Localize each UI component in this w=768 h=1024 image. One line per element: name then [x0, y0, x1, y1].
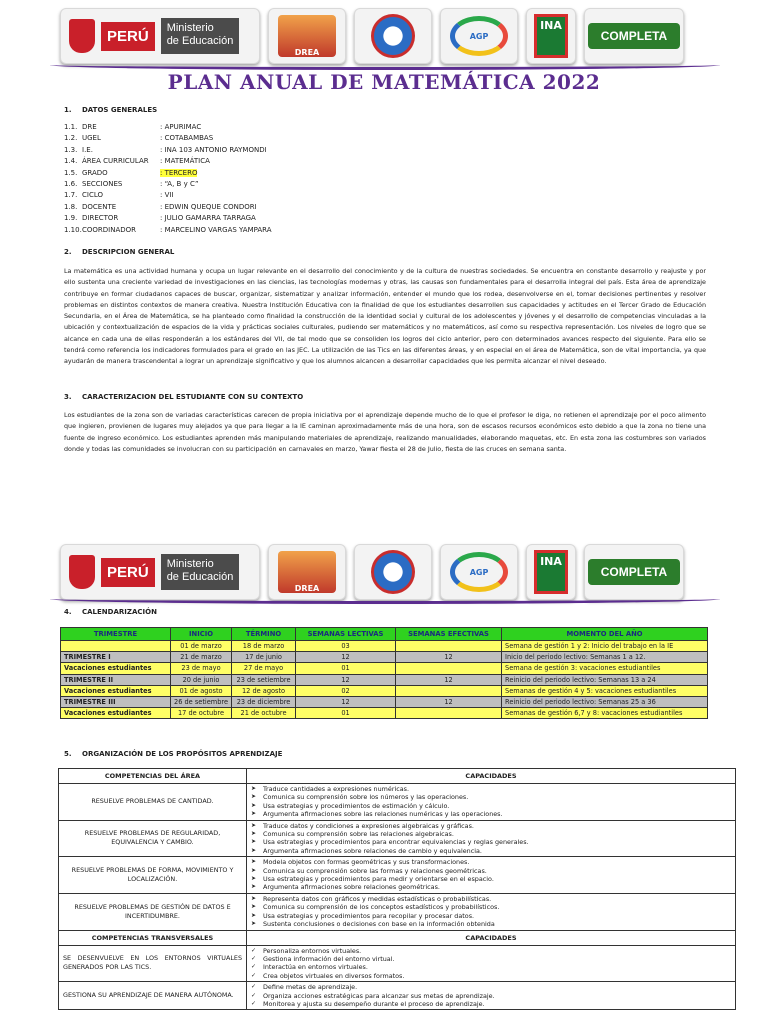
capacidad-text: Crea objetos virtuales en diversos formatos.: [263, 971, 405, 980]
minedu-logo: [60, 8, 260, 64]
calendar-cell: 18 de marzo: [232, 641, 296, 652]
competencia-row: [59, 893, 736, 930]
check-bullet-icon: ✓: [251, 954, 257, 962]
capacidades-cell: [247, 893, 736, 930]
calendar-cell: 23 de mayo: [171, 663, 232, 674]
datos-row: [64, 179, 272, 190]
arrow-bullet-icon: ➤: [251, 858, 257, 866]
capacidad-text: Usa estrategias y procedimientos para medir y orientarse en el espacio.: [263, 875, 494, 884]
datos-value: : MATEMÁTICA: [160, 157, 210, 166]
capacidad-item: [251, 785, 731, 793]
capacidad-text: Organiza acciones estratégicas para alcanzar sus metas de aprendizaje.: [263, 991, 495, 1000]
col-header: MOMENTO DEL AÑO: [502, 628, 708, 641]
competencia-row: [59, 820, 736, 857]
calendar-row: [61, 663, 708, 674]
arrow-bullet-icon: ➤: [251, 793, 257, 801]
capacidad-item: [251, 793, 731, 801]
calendar-cell: [396, 641, 502, 652]
calendar-cell: 12: [396, 674, 502, 685]
transversal-header-row: [59, 930, 736, 945]
calendar-cell: 26 de setiembre: [171, 696, 232, 707]
drea-logo: DREA: [268, 544, 346, 600]
competencia-name: RESUELVE PROBLEMAS DE FORMA, MOVIMIENTO Y LOCALIZACIÓN.: [59, 857, 247, 894]
header-divider: [50, 594, 720, 604]
calendar-cell: [396, 663, 502, 674]
capacidad-item: [251, 883, 731, 891]
header-banner: [60, 4, 710, 68]
check-bullet-icon: ✓: [251, 963, 257, 971]
ina-logo: INA: [526, 8, 576, 64]
datos-num: 1.7.: [64, 191, 78, 200]
calendar-cell: 12: [396, 696, 502, 707]
check-bullet-icon: ✓: [251, 991, 257, 999]
datos-key: COORDINADOR: [82, 225, 137, 234]
drea-logo: DREA: [268, 8, 346, 64]
col-header: CAPACIDADES: [247, 930, 736, 945]
col-header: CAPACIDADES: [247, 769, 736, 784]
calendar-cell: 01: [296, 663, 396, 674]
descripcion-text: La matemática es una actividad humana y ocupa un lugar relevante en el desarrollo del conocimiento y de la cultura de nuestras sociedades. Se encuentra en constante desarrollo y reajuste y por ello sustenta una creciente variedad de investigaciones en las ciencias, las tecnologías modernas y otras, las causas son fundamentales para el desarrolla integral del país. Esta área de aprendizaje contribuye en formar ciudadanos capaces de buscar, organizar, sistematizar y analizar información, entender el mundo que los rodea, desenvolverse en el, tomar decisiones pertinentes y resolver problemas en distintos contextos de manera creativa. Nuestra Institución Educativa con la finalidad de que los estudiantes desarrollen sus capacidades y actitudes en el Tercer Grado de Educación Secundaria, en el Área de Matemática, se ha planteado como finalidad la construcción de la identidad social y cultural de los adolescentes y jóvenes y el desarrollo de competencias vinculadas a la ubicación y contextualización de espacios de la vida y prácticas sociales culturales, pudiendo ser matemáticos y no matemáticos, así como su respectiva representación. Los niveles de logro que se alcance en cada una de ellas responderán a los estándares del VII, de tal modo que se consoliden los logros del ciclo anterior, pero con determinados avances respecto del siguiente. Para ello se tendrá como referencia los indicadores formulados para el grado en las JEC. La utilización de las Tics en las diferentes áreas, y en especial en el área de Matemática, son de vital importancia, ya que ayudarán de manera trascendental a lograr un aprendizaje significativo y que los alumnos alcancen a desarrollar capacidades que les permita alcanzar el nivel deseado.: [64, 267, 706, 366]
calendar-table: [60, 627, 708, 719]
datos-row: [64, 156, 272, 167]
calendar-cell: 01: [296, 708, 396, 719]
capacidades-cell: [247, 784, 736, 821]
peru-shield-icon: [69, 19, 95, 53]
calendar-row: [61, 652, 708, 663]
competencia-name: RESUELVE PROBLEMAS DE REGULARIDAD, EQUIVALENCIA Y CAMBIO.: [59, 820, 247, 857]
datos-key: DRE: [82, 123, 97, 131]
datos-value: : COTABAMBAS: [160, 134, 214, 143]
calendar-cell: Semanas de gestión 6,7 y 8: vacaciones estudiantiles: [502, 708, 708, 719]
col-header: INICIO: [171, 628, 232, 641]
datos-row: [64, 202, 272, 213]
arrow-bullet-icon: ➤: [251, 846, 257, 854]
capacidad-item: [251, 875, 731, 883]
capacidad-text: Argumenta afirmaciones sobre relaciones de cambio y equivalencia.: [263, 846, 482, 855]
capacidad-text: Modela objetos con formas geométricas y sus transformaciones.: [263, 858, 470, 867]
datos-value: : MARCELINO VARGAS YAMPARA: [160, 225, 272, 234]
col-header: SEMANAS EFECTIVAS: [396, 628, 502, 641]
arrow-bullet-icon: ➤: [251, 830, 257, 838]
competencia-name: RESUELVE PROBLEMAS DE GESTIÓN DE DATOS E INCERTIDUMBRE.: [59, 893, 247, 930]
capacidad-text: Comunica su comprensión sobre los números y las operaciones.: [263, 793, 469, 802]
capacidad-item: [251, 912, 731, 920]
competencias-table: [58, 768, 736, 1010]
calendar-cell: Inicio del periodo lectivo: Semanas 1 a 12.: [502, 652, 708, 663]
datos-value: : “A, B y C”: [160, 180, 199, 189]
capacidades-cell: [247, 945, 736, 982]
capacidad-text: Argumenta afirmaciones sobre relaciones geométricas.: [263, 883, 440, 892]
datos-key: GRADO: [82, 168, 108, 177]
capacidad-item: [251, 895, 731, 903]
capacidad-item: [251, 810, 731, 818]
calendar-row: [61, 685, 708, 696]
arrow-bullet-icon: ➤: [251, 883, 257, 891]
capacidad-item: [251, 903, 731, 911]
ministerio-label: Ministerio de Educación: [161, 18, 240, 54]
arrow-bullet-icon: ➤: [251, 785, 257, 792]
datos-num: 1.8.: [64, 202, 78, 211]
capacidad-text: Traduce datos y condiciones a expresiones algebraicas y gráficas.: [263, 821, 474, 830]
arrow-bullet-icon: ➤: [251, 801, 257, 809]
arrow-bullet-icon: ➤: [251, 866, 257, 874]
competencia-name: GESTIONA SU APRENDIZAJE DE MANERA AUTÓNOMA.: [59, 982, 247, 1010]
datos-num: 1.5.: [64, 168, 78, 177]
calendar-cell: 01 de agosto: [171, 685, 232, 696]
capacidad-item: [251, 947, 731, 955]
calendar-cell: 12: [296, 674, 396, 685]
capacidad-text: Traduce cantidades a expresiones numéricas.: [263, 785, 410, 793]
capacidad-item: [251, 838, 731, 846]
capacidad-text: Comunica su comprensión de los conceptos estadísticos y probabilísticos.: [263, 903, 500, 912]
section-heading-calendarizacion: 4. CALENDARIZACIÓN: [64, 608, 157, 616]
ugel-logo: [354, 544, 432, 600]
agp-logo: AGP: [440, 544, 518, 600]
calendar-cell: Vacaciones estudiantes: [61, 708, 171, 719]
calendar-cell: 21 de marzo: [171, 652, 232, 663]
calendar-cell: [396, 708, 502, 719]
capacidad-text: Define metas de aprendizaje.: [263, 983, 358, 992]
capacidad-text: Argumenta afirmaciones sobre las relaciones numéricas y las operaciones.: [263, 810, 503, 819]
datos-row: [64, 133, 272, 144]
datos-value: : JULIO GAMARRA TARRAGA: [160, 214, 256, 223]
competencia-name: RESUELVE PROBLEMAS DE CANTIDAD.: [59, 784, 247, 821]
capacidad-item: [251, 983, 731, 991]
capacidad-text: Usa estrategias y procedimientos para recopilar y procesar datos.: [263, 911, 475, 920]
datos-num: 1.9.: [64, 214, 78, 223]
capacidad-item: [251, 955, 731, 963]
calendar-cell: Reinicio del periodo lectivo: Semanas 13 a 24: [502, 674, 708, 685]
datos-key: UGEL: [82, 134, 101, 143]
jec-logo: COMPLETA: [584, 8, 684, 64]
minedu-logo: [60, 544, 260, 600]
datos-num: 1.10.: [64, 225, 82, 234]
datos-value: : EDWIN QUEQUE CONDORI: [160, 202, 257, 211]
peru-shield-icon: [69, 555, 95, 589]
calendar-cell: Semanas de gestión 4 y 5: vacaciones estudiantiles: [502, 685, 708, 696]
calendar-cell: 12 de agosto: [232, 685, 296, 696]
col-header: COMPETENCIAS DEL ÁREA: [59, 769, 247, 784]
ina-logo: INA: [526, 544, 576, 600]
datos-value: : INA 103 ANTONIO RAYMONDI: [160, 145, 267, 154]
section-heading-caracterizacion: 3. CARACTERIZACION DEL ESTUDIANTE CON SU CONTEXTO: [64, 393, 304, 401]
datos-row: [64, 122, 272, 133]
capacidad-item: [251, 1000, 731, 1008]
capacidad-item: [251, 830, 731, 838]
calendar-cell: [396, 685, 502, 696]
capacidades-cell: [247, 857, 736, 894]
arrow-bullet-icon: ➤: [251, 920, 257, 928]
ministerio-label: Ministerio de Educación: [161, 554, 240, 590]
calendar-cell: 21 de octubre: [232, 708, 296, 719]
header-divider: [50, 60, 720, 70]
capacidad-text: Gestiona información del entorno virtual.: [263, 954, 395, 963]
competencia-row: [59, 982, 736, 1010]
arrow-bullet-icon: ➤: [251, 838, 257, 846]
capacidad-text: Usa estrategias y procedimientos para encontrar equivalencias y reglas generales.: [263, 838, 529, 847]
caracterizacion-text: Los estudiantes de la zona son de variadas características carecen de propia iniciativa por el aprendizaje depende mucho de lo que el profesor le diga, no retienen el aprendizaje por el poco alimento que ingieren, provienen de lugares muy alejados ya que para llegar a la IE caminan aproximadamente más de una hora, son de escasos recursos económicos esto debido a que la zona no tiene una fuente de ingreso económico. Los estudiantes aprenden más manipulando materiales de aprendizaje, realizando manualidades, elaborando maquetas, etc. En esta zona las costumbres son variados donde y todas las comunidades se involucran con su participación en carnavales en marzo, Yawar fiesta el 28 de Julio, fiesta de las cruces en semana santa.: [64, 411, 706, 453]
calendar-row: [61, 696, 708, 707]
capacidad-text: Interactúa en entornos virtuales.: [263, 963, 368, 972]
datos-key: ÁREA CURRICULAR: [82, 157, 149, 166]
col-header: COMPETENCIAS TRANSVERSALES: [59, 930, 247, 945]
agp-logo: AGP: [440, 8, 518, 64]
calendar-row: [61, 708, 708, 719]
calendar-cell: 12: [296, 696, 396, 707]
calendar-cell: [61, 641, 171, 652]
arrow-bullet-icon: ➤: [251, 911, 257, 919]
arrow-bullet-icon: ➤: [251, 875, 257, 883]
datos-row: [64, 225, 272, 236]
calendar-cell: 23 de diciembre: [232, 696, 296, 707]
datos-row: [64, 213, 272, 224]
capacidad-text: Comunica su comprensión sobre las relaciones algebraicas.: [263, 830, 454, 839]
arrow-bullet-icon: ➤: [251, 903, 257, 911]
col-header: TÉRMINO: [232, 628, 296, 641]
calendar-cell: 23 de setiembre: [232, 674, 296, 685]
competencia-row: [59, 857, 736, 894]
check-bullet-icon: ✓: [251, 971, 257, 979]
capacidad-item: [251, 858, 731, 866]
capacidades-cell: [247, 982, 736, 1010]
calendar-cell: Reinicio del periodo lectivo: Semanas 25 a 36: [502, 696, 708, 707]
datos-row: [64, 190, 272, 201]
capacidad-text: Comunica su comprensión sobre las formas y relaciones geométricas.: [263, 866, 487, 875]
calendar-cell: Semana de gestión 1 y 2: Inicio del trabajo en la IE: [502, 641, 708, 652]
datos-key: SECCIONES: [82, 180, 123, 189]
datos-key: DOCENTE: [82, 202, 117, 211]
capacidad-item: [251, 802, 731, 810]
calendar-cell: TRIMESTRE II: [61, 674, 171, 685]
section-heading-organizacion: 5. ORGANIZACIÓN DE LOS PROPÓSITOS APRENDIZAJE: [64, 750, 283, 758]
calendar-cell: 01 de marzo: [171, 641, 232, 652]
calendar-cell: Vacaciones estudiantes: [61, 685, 171, 696]
datos-value: : VII: [160, 191, 174, 200]
datos-key: DIRECTOR: [82, 214, 119, 223]
datos-row: [64, 168, 272, 179]
datos-num: 1.1.: [64, 123, 78, 131]
capacidades-cell: [247, 820, 736, 857]
section-heading-datos: 1. DATOS GENERALES: [64, 106, 158, 114]
capacidad-text: Personaliza entornos virtuales.: [263, 946, 362, 955]
capacidad-item: [251, 847, 731, 855]
calendar-row: [61, 641, 708, 652]
calendar-cell: Semana de gestión 3: vacaciones estudiantiles: [502, 663, 708, 674]
calendar-cell: 12: [396, 652, 502, 663]
datos-key: CICLO: [82, 191, 103, 200]
datos-num: 1.6.: [64, 180, 78, 189]
ugel-seal-icon: [371, 14, 415, 58]
datos-num: 1.3.: [64, 145, 78, 154]
ugel-logo: [354, 8, 432, 64]
datos-num: 1.4.: [64, 157, 78, 166]
jec-logo: COMPLETA: [584, 544, 684, 600]
calendar-cell: Vacaciones estudiantes: [61, 663, 171, 674]
competencia-name: SE DESENVUELVE EN LOS ENTORNOS VIRTUALES GENERADOS POR LAS TICS.: [59, 945, 247, 982]
peru-label: PERÚ: [101, 22, 155, 51]
calendar-cell: 20 de junio: [171, 674, 232, 685]
check-bullet-icon: ✓: [251, 999, 257, 1007]
arrow-bullet-icon: ➤: [251, 810, 257, 818]
calendar-cell: 27 de mayo: [232, 663, 296, 674]
arrow-bullet-icon: ➤: [251, 821, 257, 829]
col-header: SEMANAS LECTIVAS: [296, 628, 396, 641]
competencia-row: [59, 784, 736, 821]
capacidad-text: Usa estrategias y procedimientos de estimación y cálculo.: [263, 801, 450, 810]
calendar-cell: TRIMESTRE I: [61, 652, 171, 663]
datos-key: I.E.: [82, 145, 93, 154]
calendar-cell: 17 de junio: [232, 652, 296, 663]
capacidad-text: Representa datos con gráficos y medidas estadísticas o probabilísticas.: [263, 894, 492, 903]
datos-value: : TERCERO: [160, 168, 198, 177]
datos-generales-list: [64, 122, 272, 236]
calendar-row: [61, 674, 708, 685]
page-title: PLAN ANUAL DE MATEMÁTICA 2022: [167, 70, 601, 94]
capacidad-text: Monitorea y ajusta su desempeño durante el proceso de aprendizaje.: [263, 999, 485, 1008]
capacidad-item: [251, 920, 731, 928]
datos-num: 1.2.: [64, 134, 78, 143]
calendar-cell: 17 de octubre: [171, 708, 232, 719]
capacidad-item: [251, 822, 731, 830]
check-bullet-icon: ✓: [251, 983, 257, 991]
capacidad-text: Sustenta conclusiones o decisiones con base en la información obtenida: [263, 920, 495, 929]
calendar-cell: 03: [296, 641, 396, 652]
calendar-cell: 12: [296, 652, 396, 663]
capacidad-item: [251, 867, 731, 875]
ugel-seal-icon: [371, 550, 415, 594]
col-header: TRIMESTRE: [61, 628, 171, 641]
section-heading-descripcion: 2. DESCRIPCION GENERAL: [64, 248, 175, 256]
arrow-bullet-icon: ➤: [251, 894, 257, 902]
peru-label: PERÚ: [101, 558, 155, 587]
check-bullet-icon: ✓: [251, 946, 257, 954]
calendar-cell: TRIMESTRE III: [61, 696, 171, 707]
capacidad-item: [251, 963, 731, 971]
datos-row: [64, 145, 272, 156]
capacidad-item: [251, 992, 731, 1000]
datos-value: : APURIMAC: [160, 123, 202, 131]
capacidad-item: [251, 972, 731, 980]
calendar-cell: 02: [296, 685, 396, 696]
competencia-row: [59, 945, 736, 982]
